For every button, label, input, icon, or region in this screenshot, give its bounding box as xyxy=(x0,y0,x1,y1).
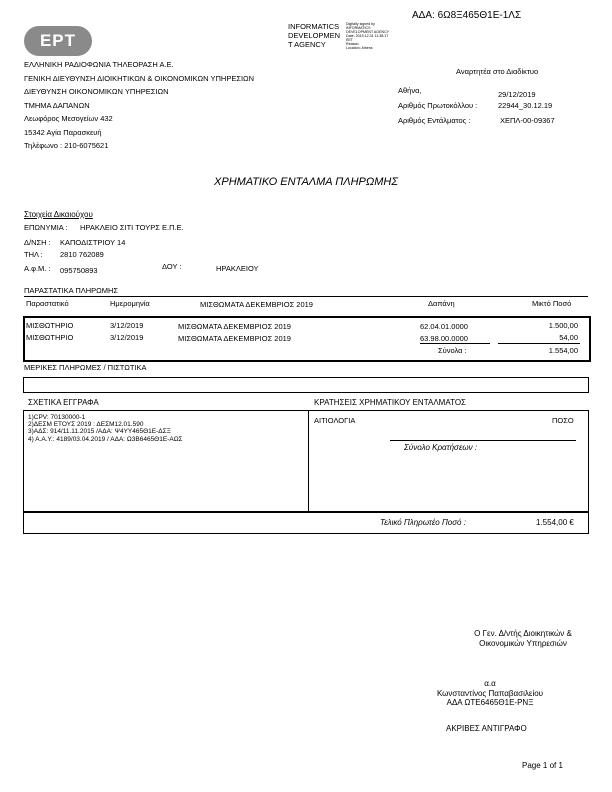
name-label: ΕΠΩΝΥΜΙΑ : xyxy=(24,223,68,232)
total-label: Σύνολα : xyxy=(438,346,467,355)
stamp-line: Location: Athens xyxy=(346,46,373,50)
stamp-line: Digitally signed by xyxy=(346,22,375,26)
document-title: ΧΡΗΜΑΤΙΚΟ ΕΝΤΑΛΜΑ ΠΛΗΡΩΜΗΣ xyxy=(214,176,398,188)
signature-title: Ο Γεν. Δ/ντής Διοικητικών & xyxy=(474,629,572,638)
col-expense: Δαπάνη xyxy=(428,299,455,308)
col-description: ΜΙΣΘΩΜΑΤΑ ΔΕΚΕΜΒΡΙΟΣ 2019 xyxy=(200,300,313,309)
row-expense: 63.98.00.0000 xyxy=(420,334,468,343)
stamp-line: EET xyxy=(346,38,353,42)
row-expense: 62.04.01.0000 xyxy=(420,322,468,331)
doy-value: ΗΡΑΚΛΕΙΟΥ xyxy=(216,264,259,273)
related-item: 1)CPV: 70130000-1 xyxy=(28,414,86,421)
row-amount: 1.500,00 xyxy=(548,321,578,330)
related-list xyxy=(28,414,183,443)
final-amount-box xyxy=(23,512,589,534)
reason-column: ΑΙΤΙΟΛΟΓΙΑ xyxy=(314,416,356,425)
stamp-line: DEVELOPMENT AGENCY xyxy=(346,30,390,34)
row-date: 3/12/2019 xyxy=(110,321,144,330)
address-value: ΚΑΠΟΔΙΣΤΡΙΟΥ 14 xyxy=(60,238,126,247)
athens-label: Αθήνα, xyxy=(398,86,422,95)
true-copy: ΑΚΡΙΒΕΣ ΑΝΤΙΓΡΑΦΟ xyxy=(446,724,527,733)
org-line: ΔΙΕΥΘΥΝΣΗ ΟΙΚΟΝΟΜΙΚΩΝ ΥΠΗΡΕΣΙΩΝ xyxy=(24,87,169,96)
name-value: ΗΡΑΚΛΕΙΟ ΣΙΤΙ ΤΟΥΡΣ Ε.Π.Ε. xyxy=(80,223,184,232)
signatory-block xyxy=(400,679,580,708)
related-section-label: ΣΧΕΤΙΚΑ ΕΓΓΡΑΦΑ xyxy=(28,398,99,407)
beneficiary-section-label: Στοιχεία Δικαιούχου xyxy=(24,210,93,219)
final-amount-label: Τελικό Πληρωτέο Ποσό : xyxy=(380,518,466,527)
org-line: Λεωφόρος Μεσογείων 432 xyxy=(24,114,113,123)
org-block xyxy=(24,58,254,153)
total-rule-right xyxy=(498,343,580,344)
informatics-line: INFORMATICS xyxy=(288,22,340,31)
stamp-line: Reason: xyxy=(346,42,360,46)
doy-label: ΔΟΥ : xyxy=(162,262,182,271)
documents-section-label: ΠΑΡΑΣΤΑΤΙΚΑ ΠΛΗΡΩΜΗΣ xyxy=(24,286,119,295)
protocol-label: Αριθμός Πρωτοκόλλου : xyxy=(398,101,478,110)
address-label: Δ/ΝΣΗ : xyxy=(24,238,51,247)
row-date: 3/12/2019 xyxy=(110,333,144,342)
ert-logo: ΕΡΤ xyxy=(24,26,92,56)
col-date: Ημερομηνία xyxy=(110,299,150,308)
informatics-line: DEVELOPMEN xyxy=(288,31,341,40)
signatory-name: Κωνσταντίνος Παπαβασιλείου xyxy=(436,688,544,698)
org-line: Τηλέφωνο : 210-6075621 xyxy=(24,141,109,150)
afm-label: Α.φ.Μ. : xyxy=(24,264,51,273)
informatics-label xyxy=(288,22,340,49)
withholdings-section-label: ΚΡΑΤΗΣΕΙΣ ΧΡΗΜΑΤΙΚΟΥ ΕΝΤΑΛΜΑΤΟΣ xyxy=(314,398,466,407)
signature-title: Οικονομικών Υπηρεσιών xyxy=(479,639,567,648)
partial-section-label: ΜΕΡΙΚΕΣ ΠΛΗΡΩΜΕΣ / ΠΙΣΤΩΤΙΚΑ xyxy=(24,363,147,372)
phone-label: ΤΗΛ : xyxy=(24,250,43,259)
col-amount: Μικτό Ποσό xyxy=(532,299,572,308)
signature-block xyxy=(460,629,586,649)
signatory-ada: ΑΔΑ ΩΤΕ6465Θ1Ε-ΡΝΞ xyxy=(446,698,534,707)
page-number: Page 1 of 1 xyxy=(522,761,563,770)
box-divider xyxy=(308,410,309,512)
row-amount: 54,00 xyxy=(559,333,578,342)
partial-payments-box xyxy=(23,377,589,393)
documents-divider xyxy=(24,296,588,297)
order-label: Αριθμός Εντάλματος : xyxy=(398,116,471,125)
phone-value: 2810 762089 xyxy=(60,250,104,259)
protocol-value: 22944_30.12.19 xyxy=(498,101,553,110)
stamp-line: Date: 2019.12.31 11:38:17 xyxy=(346,34,389,38)
org-line: ΕΛΛΗΝΙΚΗ ΡΑΔΙΟΦΩΝΙΑ ΤΗΛΕΟΡΑΣΗ Α.Ε. xyxy=(24,60,174,69)
row-document: ΜΙΣΘΩΤΗΡΙΟ xyxy=(26,333,74,342)
related-item: 4) Α.Α.Υ.: 4189/03.04.2019 / ΑΔΑ: Ω3Β6465Θ1Ε-ΑΩΣ xyxy=(28,435,183,443)
withholdings-total-label: Σύνολο Κρατήσεων : xyxy=(404,443,478,452)
row-description: ΜΙΣΘΩΜΑΤΑ ΔΕΚΕΜΒΡΙΟΣ 2019 xyxy=(178,334,291,343)
athens-date: 29/12/2019 xyxy=(498,90,536,99)
internet-notice: Αναρτητέα στο Διαδίκτυο xyxy=(456,67,539,76)
row-document: ΜΙΣΘΩΤΗΡΙΟ xyxy=(26,321,74,330)
total-rule-left xyxy=(420,343,490,344)
stamp-line: INFORMATICS xyxy=(346,26,371,30)
digital-signature-stamp xyxy=(346,22,389,50)
org-line: ΓΕΝΙΚΗ ΔΙΕΥΘΥΝΣΗ ΔΙΟΙΚΗΤΙΚΩΝ & ΟΙΚΟΝΟΜΙΚΩΝ ΥΠΗΡΕΣΙΩΝ xyxy=(24,73,255,83)
related-item: 2)ΔΕΣΜ ΕΤΟΥΣ 2019 : ΔΕΣΜ12.01.590 xyxy=(28,421,144,429)
related-item: 3)ΑΔΣ: 914/11.11.2015 /ΑΔΑ: Ψ4ΥΥ465Θ1Ε-ΔΣΞ xyxy=(28,428,171,436)
org-line: 15342 Αγία Παρασκευή xyxy=(24,127,102,137)
afm-value: 095750893 xyxy=(60,266,98,275)
informatics-line: T AGENCY xyxy=(288,40,326,49)
signatory-aa: α.α xyxy=(484,679,496,688)
org-line: ΤΜΗΜΑ ΔΑΠΑΝΩΝ xyxy=(24,100,90,110)
total-value: 1.554,00 xyxy=(548,346,578,355)
col-document: Παραστατικό xyxy=(26,299,69,308)
final-amount-value: 1.554,00 € xyxy=(536,518,574,527)
ada-top: ΑΔΑ: 6Ω8Ξ465Θ1Ε-1ΛΣ xyxy=(412,10,522,21)
withholdings-rule xyxy=(390,440,576,441)
amount-column: ΠΟΣΟ xyxy=(552,416,574,425)
order-value: ΧΕΠΛ-00-09367 xyxy=(500,116,555,125)
row-description: ΜΙΣΘΩΜΑΤΑ ΔΕΚΕΜΒΡΙΟΣ 2019 xyxy=(178,322,291,331)
